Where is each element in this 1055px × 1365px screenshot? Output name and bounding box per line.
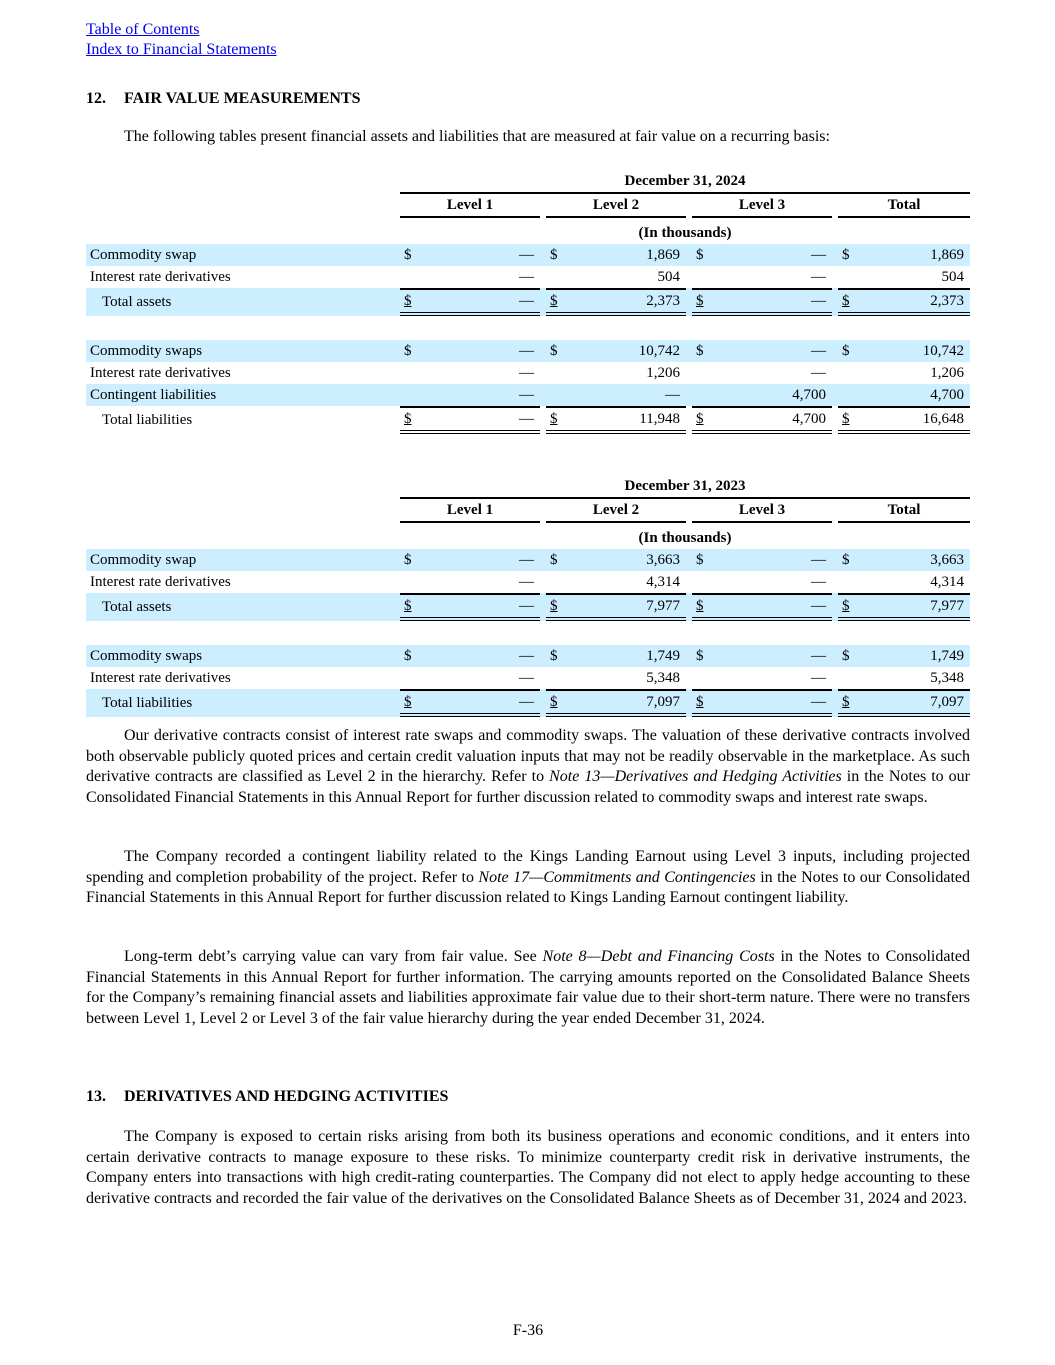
currency-symbol: $ — [838, 406, 860, 434]
section-12-heading — [86, 90, 360, 108]
level-1-value: — — [424, 406, 540, 434]
level-3-value: — — [714, 549, 832, 571]
currency-symbol: $ — [546, 593, 568, 621]
total-assets-row — [86, 288, 970, 316]
level-2-value: 10,742 — [568, 340, 686, 362]
currency-symbol: $ — [692, 244, 714, 266]
period-header-row — [86, 475, 970, 499]
currency-symbol: $ — [546, 406, 568, 434]
column-header-row — [86, 194, 970, 218]
level-2-value: 7,977 — [568, 593, 686, 621]
total-value: 10,742 — [860, 340, 970, 362]
section-13-heading — [86, 1088, 448, 1106]
note-17-reference: Note 17—Commitments and Contingencies — [478, 868, 756, 886]
row-label: Total liabilities — [86, 689, 400, 717]
currency-symbol: $ — [400, 645, 424, 667]
row-label: Commodity swap — [86, 244, 400, 266]
level-2-value: 11,948 — [568, 406, 686, 434]
level-3-value: — — [811, 365, 826, 381]
level-3-value: — — [714, 689, 832, 717]
column-header-level-2: Level 2 — [546, 499, 686, 523]
currency-symbol: $ — [546, 549, 568, 571]
total-value: 4,314 — [930, 574, 964, 590]
contingent-liability-paragraph: The Company recorded a contingent liability related to the Kings Landing Earnout using Level 3 inputs, including projected spending and completion probability of the project. Refer to Note 17—Commitments and Contingencies in the Notes to our Consolidated Financial Statements in this Annual Report for further discussion related to Kings Landing Earnout contingent liability. — [86, 848, 971, 906]
level-1-value: — — [424, 593, 540, 621]
section-title: DERIVATIVES AND HEDGING ACTIVITIES — [124, 1088, 449, 1105]
index-to-financial-statements-link[interactable]: Index to Financial Statements — [86, 41, 277, 58]
currency-symbol: $ — [838, 689, 860, 717]
currency-symbol: $ — [838, 593, 860, 621]
total-value: 3,663 — [860, 549, 970, 571]
currency-symbol: $ — [546, 645, 568, 667]
level-1-value: — — [519, 365, 534, 381]
table-row — [86, 667, 970, 689]
level-2-value: 504 — [657, 269, 680, 285]
currency-symbol: $ — [400, 288, 424, 316]
table-row — [86, 571, 970, 593]
level-1-value: — — [424, 689, 540, 717]
total-value: 1,749 — [860, 645, 970, 667]
row-label: Interest rate derivatives — [90, 269, 231, 285]
units-label: (In thousands) — [638, 530, 732, 546]
level-3-value: — — [714, 645, 832, 667]
level-2-value: 1,869 — [568, 244, 686, 266]
total-value: 1,206 — [930, 365, 964, 381]
total-value: 4,700 — [860, 384, 970, 406]
currency-symbol: $ — [692, 689, 714, 717]
units-row — [86, 218, 970, 244]
period-header: December 31, 2024 — [400, 170, 970, 194]
row-label: Interest rate derivatives — [90, 574, 231, 590]
row-label: Total liabilities — [102, 412, 193, 428]
section-number: 13. — [86, 1088, 106, 1105]
currency-symbol: $ — [546, 689, 568, 717]
currency-symbol: $ — [838, 645, 860, 667]
total-liabilities-row — [86, 406, 970, 434]
level-3-value: 4,700 — [714, 406, 832, 434]
units-row — [86, 523, 970, 549]
row-label: Contingent liabilities — [86, 384, 400, 406]
section-13-paragraph: The Company is exposed to certain risks arising from both its business operations and economic conditions, and it enters into certain derivative contracts to manage exposure to these risks. To minimize counterparty credit risk in derivative instruments, the Company enters into transactions with high credit-rating counterparties. The Company did not elect to apply hedge accounting to these derivative contracts and recorded the fair value of the derivatives on the Consolidated Balance Sheets as of December 31, 2024 and 2023. — [86, 1128, 970, 1207]
currency-symbol: $ — [400, 593, 424, 621]
level-3-value: — — [714, 340, 832, 362]
table-row — [86, 266, 970, 288]
currency-symbol: $ — [400, 406, 424, 434]
currency-symbol: $ — [546, 244, 568, 266]
level-1-value: — — [424, 384, 540, 406]
level-3-value: 4,700 — [714, 384, 832, 406]
row-label: Interest rate derivatives — [90, 365, 231, 381]
period-header: December 31, 2023 — [400, 475, 970, 499]
column-header-level-1: Level 1 — [400, 499, 540, 523]
page-number: F-36 — [512, 1322, 544, 1339]
level-1-value: — — [424, 340, 540, 362]
currency-symbol: $ — [546, 340, 568, 362]
level-3-value: — — [714, 244, 832, 266]
total-value: 7,097 — [860, 689, 970, 717]
table-row — [86, 340, 970, 362]
level-1-value: — — [424, 288, 540, 316]
total-assets-row — [86, 593, 970, 621]
level-1-value: — — [424, 549, 540, 571]
fair-value-table-2023 — [86, 475, 970, 717]
currency-symbol: $ — [692, 288, 714, 316]
level-1-value: — — [424, 244, 540, 266]
long-term-debt-paragraph: Long-term debt’s carrying value can vary from fair value. See Note 8—Debt and Financing Costs in the Notes to Consolidated Financial Statements in this Annual Report for further information. The carrying amounts reported on the Consolidated Balance Sheets for the Company’s remaining financial assets and liabilities approximate fair value due to their short-term nature. There were no transfers between Level 1, Level 2 or Level 3 of the fair value hierarchy during the year ended December 31, 2024. — [86, 948, 971, 1027]
currency-symbol: $ — [400, 340, 424, 362]
table-row — [86, 384, 970, 406]
total-value: 1,869 — [860, 244, 970, 266]
table-of-contents-link[interactable]: Table of Contents — [86, 21, 200, 38]
row-label: Commodity swap — [86, 549, 400, 571]
period-header-row — [86, 170, 970, 194]
level-2-value: 2,373 — [568, 288, 686, 316]
level-1-value: — — [519, 670, 534, 686]
section-title: FAIR VALUE MEASUREMENTS — [124, 90, 361, 107]
currency-symbol: $ — [838, 549, 860, 571]
total-value: 2,373 — [860, 288, 970, 316]
level-1-value: — — [519, 574, 534, 590]
derivative-contracts-paragraph: Our derivative contracts consist of interest rate swaps and commodity swaps. The valuation of these derivative contracts involved both observable publicly quoted prices and certain credit valuation inputs that may not be readily observable in the marketplace. As such derivative contracts are classified as Level 2 in the hierarchy. Refer to Note 13—Derivatives and Hedging Activities in the Notes to our Consolidated Financial Statements in this Annual Report for further discussion related to commodity swaps and interest rate swaps. — [86, 727, 971, 806]
column-header-total: Total — [838, 194, 970, 218]
level-3-value: — — [714, 593, 832, 621]
level-2-value: 1,749 — [568, 645, 686, 667]
level-2-value: 7,097 — [568, 689, 686, 717]
level-3-value: — — [811, 574, 826, 590]
units-label: (In thousands) — [638, 225, 732, 241]
row-label: Interest rate derivatives — [90, 670, 231, 686]
row-label: Commodity swaps — [86, 340, 400, 362]
level-1-value: — — [424, 645, 540, 667]
note-13-reference: Note 13—Derivatives and Hedging Activities — [549, 768, 842, 785]
level-3-value: — — [714, 288, 832, 316]
section-number: 12. — [86, 90, 106, 107]
table-row — [86, 645, 970, 667]
currency-symbol: $ — [838, 340, 860, 362]
level-1-value: — — [519, 269, 534, 285]
currency-symbol: $ — [692, 406, 714, 434]
level-2-value: 3,663 — [568, 549, 686, 571]
total-value: 16,648 — [860, 406, 970, 434]
currency-symbol: $ — [692, 645, 714, 667]
row-label: Commodity swaps — [86, 645, 400, 667]
total-liabilities-row — [86, 689, 970, 717]
column-header-total: Total — [838, 499, 970, 523]
section-12-intro: The following tables present financial assets and liabilities that are measured at fair value on a recurring basis: — [124, 128, 830, 145]
column-header-level-1: Level 1 — [400, 194, 540, 218]
currency-symbol: $ — [838, 244, 860, 266]
level-2-value: — — [568, 384, 686, 406]
total-value: 7,977 — [860, 593, 970, 621]
column-header-level-2: Level 2 — [546, 194, 686, 218]
level-2-value: 4,314 — [646, 574, 680, 590]
level-3-value: — — [811, 670, 826, 686]
currency-symbol: $ — [692, 593, 714, 621]
fair-value-table-2024 — [86, 170, 970, 434]
level-3-value: — — [811, 269, 826, 285]
level-2-value: 1,206 — [646, 365, 680, 381]
table-row — [86, 362, 970, 384]
column-header-level-3: Level 3 — [692, 499, 832, 523]
total-value: 5,348 — [930, 670, 964, 686]
level-2-value: 5,348 — [646, 670, 680, 686]
currency-symbol: $ — [838, 288, 860, 316]
currency-symbol: $ — [692, 549, 714, 571]
currency-symbol: $ — [400, 689, 424, 717]
column-header-level-3: Level 3 — [692, 194, 832, 218]
note-8-reference: Note 8—Debt and Financing Costs — [542, 948, 775, 965]
currency-symbol: $ — [400, 244, 424, 266]
row-label: Total assets — [86, 593, 400, 621]
total-value: 504 — [941, 269, 964, 285]
table-row — [86, 244, 970, 266]
currency-symbol: $ — [546, 288, 568, 316]
currency-symbol: $ — [692, 340, 714, 362]
column-header-row — [86, 499, 970, 523]
currency-symbol: $ — [400, 549, 424, 571]
row-label: Total assets — [86, 288, 400, 316]
table-row — [86, 549, 970, 571]
